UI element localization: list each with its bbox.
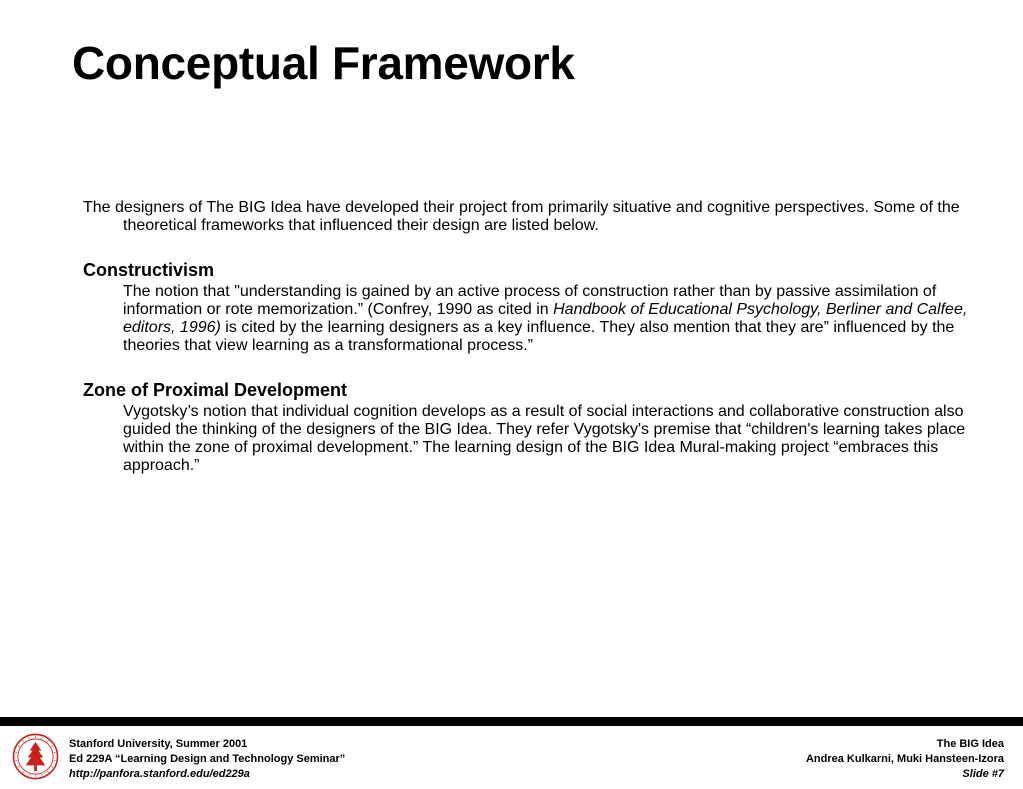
footer-course: Ed 229A “Learning Design and Technology Seminar”: [69, 753, 346, 765]
footer-divider-bar: [0, 717, 1023, 726]
footer-university: Stanford University, Summer 2001: [69, 738, 248, 750]
footer-slide-number: Slide #7: [962, 768, 1004, 780]
slide-content: [83, 199, 973, 475]
footer-course-info: [69, 737, 345, 782]
footer-project-name: The BIG Idea: [936, 738, 1004, 750]
intro-paragraph: The designers of The BIG Idea have developed their project from primarily situative and cognitive perspectives. Some of the theoretical frameworks that influenced their design are listed below.: [83, 199, 960, 234]
section-constructivism: [83, 259, 973, 355]
section-zone-of-proximal-development: [83, 379, 973, 475]
slide-title: Conceptual Framework: [72, 37, 575, 89]
stanford-seal-icon: [12, 733, 59, 780]
footer-authors: Andrea Kulkarni, Muki Hansteen-Izora: [805, 753, 1004, 765]
section-heading: Zone of Proximal Development: [83, 380, 348, 400]
section-body-text: is cited by the learning designers as a key influence. They also mention that they are” influenced by the theories that view learning as a transformational process.”: [123, 319, 955, 354]
section-heading: Constructivism: [83, 260, 215, 280]
section-body: Vygotsky’s notion that individual cognition develops as a result of social interactions and collaborative construction also guided the thinking of the designers of the BIG Idea. They refer Vygotsky's premise that “children's learning takes place within the zone of proximal development.” The learning design of the BIG Idea Mural-making project “embraces this approach.”: [123, 403, 966, 474]
section-body-text: The notion that "understanding is gained by an active process of construction rather than by passive assimilation of information or rote memorization.” (Confrey, 1990 as cited in: [123, 283, 937, 318]
footer-url: http://panfora.stanford.edu/ed229a: [69, 768, 250, 780]
footer-slide-info: [806, 737, 1004, 782]
section-body: [123, 283, 973, 355]
citation-title: Handbook of Educational Psychology, Berliner and Calfee, editors, 1996): [123, 301, 968, 336]
